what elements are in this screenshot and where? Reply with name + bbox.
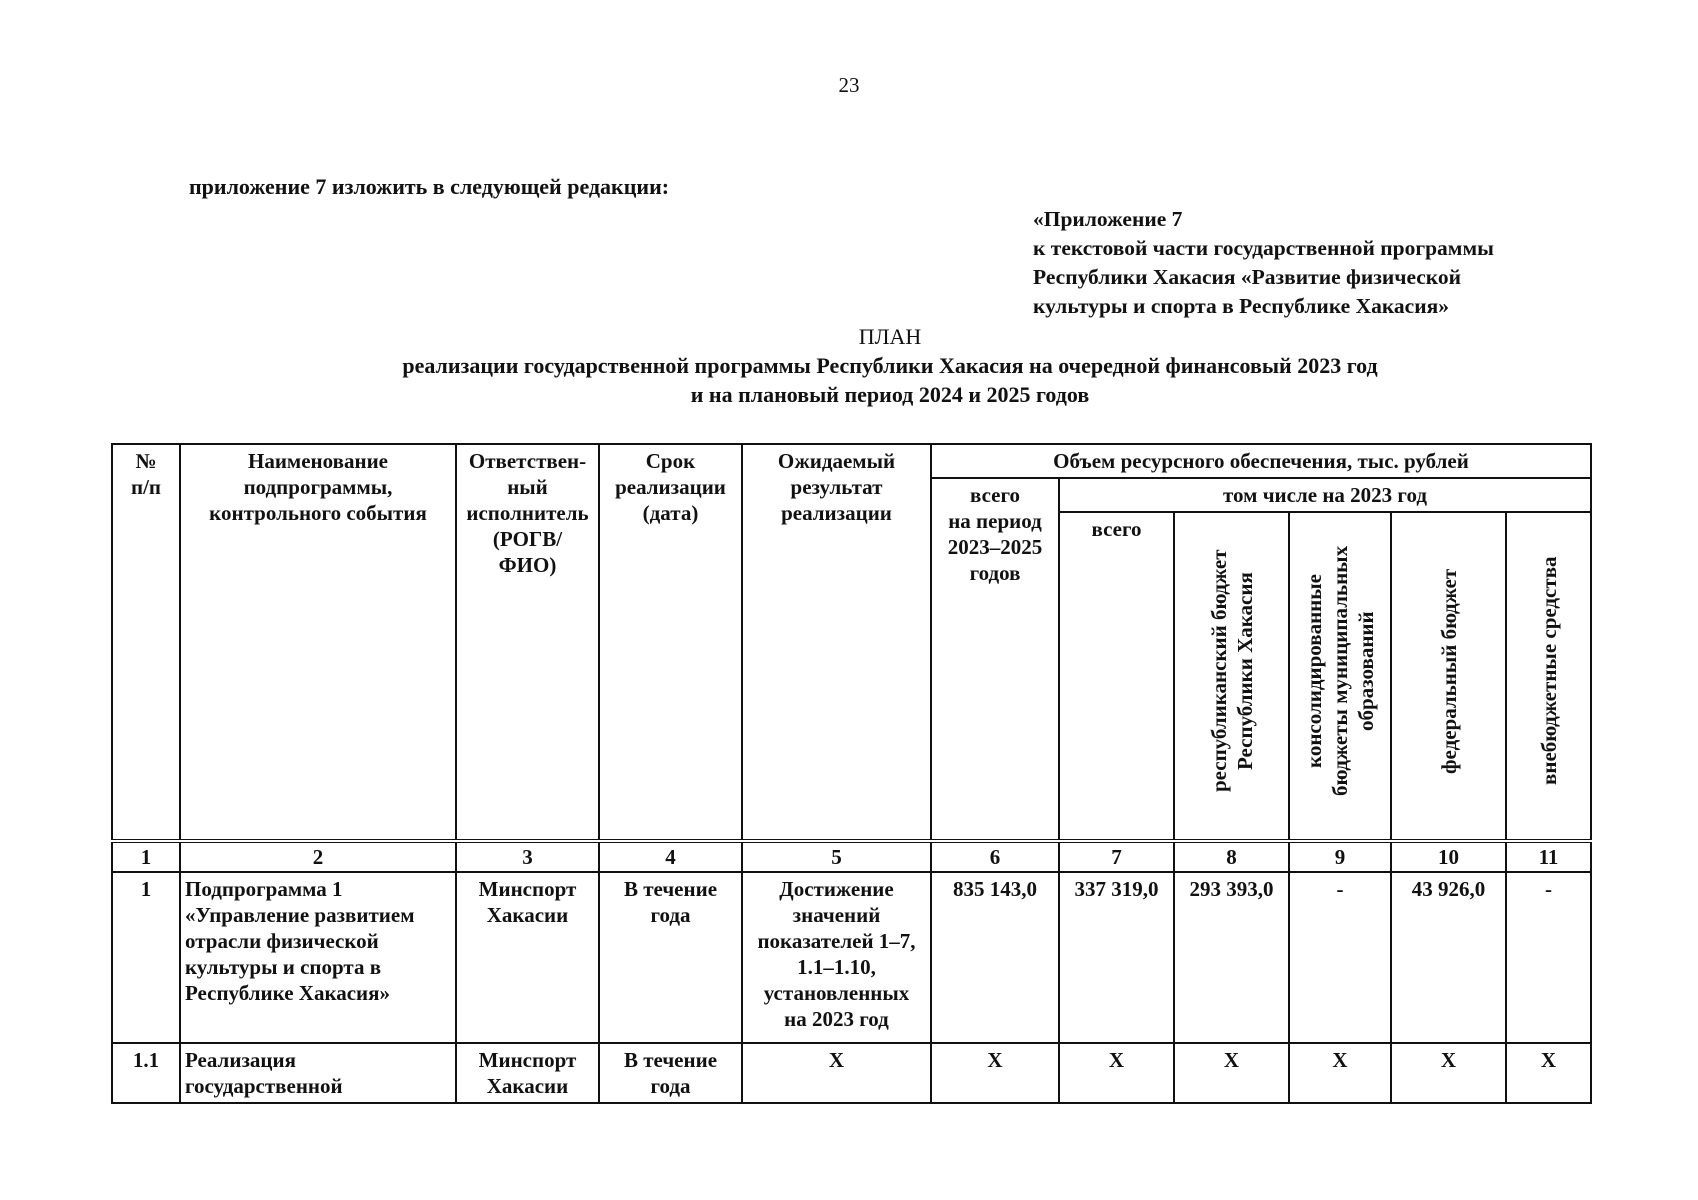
annex-line: Республики Хакасия «Развитие физической xyxy=(1033,265,1462,289)
header-incl-2023: том числе на 2023 год xyxy=(1059,478,1591,512)
row-municipal: - xyxy=(1289,872,1391,1043)
row-executor: Минспорт Хакасии xyxy=(456,872,599,1043)
column-number: 11 xyxy=(1506,841,1591,872)
row-term: В течение года xyxy=(599,1043,742,1103)
column-number: 6 xyxy=(931,841,1059,872)
row-num: 1 xyxy=(112,872,180,1043)
column-number: 1 xyxy=(112,841,180,872)
column-number: 7 xyxy=(1059,841,1174,872)
plan-table xyxy=(111,443,1592,1104)
row-result: Достижение значений показателей 1–7, 1.1–1.10, установленных на 2023 год xyxy=(742,872,931,1043)
column-number: 2 xyxy=(180,841,456,872)
title-plan: ПЛАН xyxy=(858,324,922,349)
header-resources: Объем ресурсного обеспечения, тыс. рублей xyxy=(931,444,1591,478)
header-name: Наименование подпрограммы, контрольного события xyxy=(180,444,456,841)
row-republic: X xyxy=(1174,1043,1289,1103)
column-number: 10 xyxy=(1391,841,1506,872)
page-number: 23 xyxy=(838,73,860,97)
row-republic: 293 393,0 xyxy=(1174,872,1289,1043)
column-number-row xyxy=(112,841,1591,872)
header-municipal-budget: консолидированные бюджеты муниципальных образований xyxy=(1289,512,1391,841)
header-federal-budget: федеральный бюджет xyxy=(1391,512,1506,841)
column-number: 8 xyxy=(1174,841,1289,872)
row-federal: X xyxy=(1391,1043,1506,1103)
header-republic-budget: республиканский бюджет Республики Хакасия xyxy=(1174,512,1289,841)
title-line: и на плановый период 2024 и 2025 годов xyxy=(690,382,1090,407)
intro-text: приложение 7 изложить в следующей редакции: xyxy=(189,174,670,199)
row-municipal: X xyxy=(1289,1043,1391,1103)
header-executor: Ответствен- ный исполнитель (РОГВ/ ФИО) xyxy=(456,444,599,841)
annex-header xyxy=(1033,205,1494,321)
column-number: 9 xyxy=(1289,841,1391,872)
column-number: 4 xyxy=(599,841,742,872)
row-extra: - xyxy=(1506,872,1591,1043)
row-total-2023: X xyxy=(1059,1043,1174,1103)
header-total-2023: всего xyxy=(1059,512,1174,841)
header-total-period: всего на период 2023–2025 годов xyxy=(931,478,1059,841)
column-number: 3 xyxy=(456,841,599,872)
header-num: № п/п xyxy=(112,444,180,841)
row-num: 1.1 xyxy=(112,1043,180,1103)
row-federal: 43 926,0 xyxy=(1391,872,1506,1043)
annex-line: культуры и спорта в Республике Хакасия» xyxy=(1033,294,1449,318)
row-result: X xyxy=(742,1043,931,1103)
table-row xyxy=(112,872,1591,1043)
row-total-period: X xyxy=(931,1043,1059,1103)
table-row xyxy=(112,1043,1591,1103)
annex-line: «Приложение 7 xyxy=(1033,207,1183,231)
row-extra: X xyxy=(1506,1043,1591,1103)
document-title xyxy=(190,322,1590,409)
row-total-2023: 337 319,0 xyxy=(1059,872,1174,1043)
row-name: Подпрограмма 1 «Управление развитием отрасли физической культуры и спорта в Республике Хакасия» xyxy=(180,872,456,1043)
row-executor: Минспорт Хакасии xyxy=(456,1043,599,1103)
header-term: Срок реализации (дата) xyxy=(599,444,742,841)
annex-line: к текстовой части государственной программы xyxy=(1033,236,1494,260)
row-name: Реализация государственной xyxy=(180,1043,456,1103)
title-line: реализации государственной программы Республики Хакасия на очередной финансовый 2023 год xyxy=(402,353,1378,378)
column-number: 5 xyxy=(742,841,931,872)
row-term: В течение года xyxy=(599,872,742,1043)
header-result: Ожидаемый результат реализации xyxy=(742,444,931,841)
row-total-period: 835 143,0 xyxy=(931,872,1059,1043)
header-extrabudget: внебюджетные средства xyxy=(1506,512,1591,841)
